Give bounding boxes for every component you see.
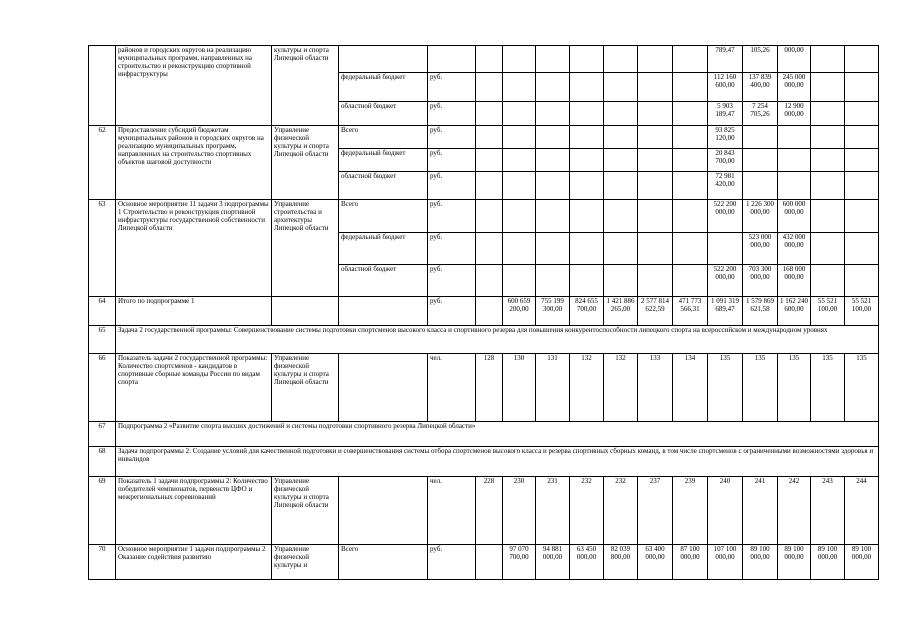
- value-cell: [778, 172, 811, 200]
- value-cell: 522 200 000,00: [708, 265, 743, 297]
- value-cell: [845, 102, 879, 126]
- value-cell: [476, 172, 503, 200]
- value-cell: 5 903 189,47: [708, 102, 743, 126]
- unit: [428, 46, 476, 73]
- row-number: 67: [89, 422, 116, 447]
- value-cell: [503, 126, 536, 149]
- value-cell: [503, 200, 536, 233]
- value-cell: [811, 73, 845, 102]
- value-cell: 131: [536, 354, 570, 422]
- funding-source: Всего: [339, 545, 428, 580]
- value-cell: 128: [476, 354, 503, 422]
- value-cell: [743, 172, 778, 200]
- value-cell: [570, 46, 604, 73]
- program-table: [88, 45, 879, 580]
- value-cell: [811, 149, 845, 172]
- cell: [339, 477, 428, 545]
- value-cell: 239: [673, 477, 708, 545]
- responsible-org: культуры и спорта Липецкой области: [272, 46, 339, 126]
- value-cell: 600 659 200,00: [503, 297, 536, 326]
- value-cell: 87 100 000,00: [673, 545, 708, 580]
- value-cell: [673, 46, 708, 73]
- value-cell: 432 000 000,00: [778, 233, 811, 265]
- value-cell: [536, 265, 570, 297]
- value-cell: 130: [503, 354, 536, 422]
- funding-source: областной бюджет: [339, 265, 428, 297]
- value-cell: 132: [604, 354, 638, 422]
- value-cell: 7 254 705,26: [743, 102, 778, 126]
- value-cell: [845, 265, 879, 297]
- funding-source: федеральный бюджет: [339, 73, 428, 102]
- value-cell: [845, 46, 879, 73]
- value-cell: [743, 149, 778, 172]
- value-cell: [503, 102, 536, 126]
- value-cell: [570, 233, 604, 265]
- value-cell: [638, 149, 673, 172]
- subprogram-text: Подпрограмма 2 «Развитие спорта высших достижений и системы подготовки спортивного резерва Липецкой области»: [116, 422, 879, 447]
- value-cell: [604, 172, 638, 200]
- table-row-subprogram: [89, 422, 879, 447]
- value-cell: 89 100 000,00: [778, 545, 811, 580]
- value-cell: [845, 73, 879, 102]
- unit: руб.: [428, 73, 476, 102]
- value-cell: 243: [811, 477, 845, 545]
- measure-name: Итого по подпрограмме 1: [116, 297, 272, 326]
- value-cell: 89 100 000,00: [743, 545, 778, 580]
- value-cell: [638, 233, 673, 265]
- cell: [272, 297, 339, 326]
- value-cell: 135: [811, 354, 845, 422]
- value-cell: [811, 265, 845, 297]
- value-cell: 1 579 869 621,58: [743, 297, 778, 326]
- value-cell: [536, 172, 570, 200]
- value-cell: [503, 265, 536, 297]
- value-cell: 1 091 319 689,47: [708, 297, 743, 326]
- value-cell: [811, 126, 845, 149]
- value-cell: [604, 265, 638, 297]
- value-cell: [778, 149, 811, 172]
- cell: [339, 297, 428, 326]
- value-cell: [536, 126, 570, 149]
- row-number: [89, 46, 116, 126]
- value-cell: 240: [708, 477, 743, 545]
- value-cell: 55 521 100,00: [845, 297, 879, 326]
- value-cell: [536, 102, 570, 126]
- value-cell: 97 070 700,00: [503, 545, 536, 580]
- value-cell: 471 773 566,31: [673, 297, 708, 326]
- measure-name: Показатель задачи 2 государственной программы: Количество спортсменов - кандидатов в спортивные сборные команды России по видам спорта: [116, 354, 272, 422]
- task-text: Задача 2 государственной программы: Совершенствование системы подготовки спортсменов высокого класса и спортивного резерва для повышения конкурентоспособности липецкого спорта на всероссийском и международном уровнях: [116, 326, 879, 354]
- unit: руб.: [428, 200, 476, 233]
- funding-source: Всего: [339, 200, 428, 233]
- value-cell: [536, 73, 570, 102]
- responsible-org: Управление строительства и архитектуры Липецкой области: [272, 200, 339, 297]
- funding-source: Всего: [339, 126, 428, 149]
- measure-name: Предоставление субсидий бюджетам муниципальных районов и городских округов на реализацию муниципальных программ, направленных на строительство спортивных объектов шаговой доступности: [116, 126, 272, 200]
- funding-source: федеральный бюджет: [339, 149, 428, 172]
- value-cell: 107 100 000,00: [708, 545, 743, 580]
- value-cell: [476, 265, 503, 297]
- measure-name: Основное мероприятие 1 задачи подпрограммы 2 Оказание содействия развитию: [116, 545, 272, 580]
- value-cell: 105,26: [743, 46, 778, 73]
- table-row: [89, 126, 879, 149]
- value-cell: [845, 233, 879, 265]
- measure-name: Основное мероприятие 11 задачи 3 подпрограммы 1 Строительство и реконструкция спортивной инфраструктуры государственной собственности Липецкой области: [116, 200, 272, 297]
- value-cell: 703 300 000,00: [743, 265, 778, 297]
- value-cell: 1 421 886 265,00: [604, 297, 638, 326]
- row-number: 66: [89, 354, 116, 422]
- value-cell: [536, 46, 570, 73]
- value-cell: 137 839 400,00: [743, 73, 778, 102]
- unit: руб.: [428, 265, 476, 297]
- value-cell: 72 981 420,00: [708, 172, 743, 200]
- value-cell: [673, 73, 708, 102]
- responsible-org: Управление физической культуры и спорта Липецкой области: [272, 126, 339, 200]
- value-cell: 231: [536, 477, 570, 545]
- value-cell: [476, 297, 503, 326]
- value-cell: [570, 126, 604, 149]
- value-cell: [536, 200, 570, 233]
- value-cell: 232: [604, 477, 638, 545]
- value-cell: [503, 149, 536, 172]
- value-cell: 241: [743, 477, 778, 545]
- value-cell: [536, 233, 570, 265]
- value-cell: 63 450 000,00: [570, 545, 604, 580]
- responsible-org: Управление физической культуры и спорта Липецкой области: [272, 477, 339, 545]
- unit: руб.: [428, 545, 476, 580]
- unit: чел.: [428, 354, 476, 422]
- value-cell: 228: [476, 477, 503, 545]
- value-cell: [570, 149, 604, 172]
- value-cell: [638, 265, 673, 297]
- task-text: Задача подпрограммы 2: Создание условий для качественной подготовки и совершенствования системы отбора спортсменов высокого класса и резерва спортивных сборных команд, в том числе спортсменов с ограниченными возможностями здоровья и инвалидов: [116, 447, 879, 477]
- value-cell: 82 039 800,00: [604, 545, 638, 580]
- value-cell: [778, 126, 811, 149]
- responsible-org: Управление физической культуры и спорта Липецкой области: [272, 354, 339, 422]
- value-cell: [476, 126, 503, 149]
- value-cell: [638, 102, 673, 126]
- value-cell: [604, 149, 638, 172]
- row-number: 64: [89, 297, 116, 326]
- value-cell: [811, 102, 845, 126]
- value-cell: [604, 233, 638, 265]
- value-cell: 824 655 700,00: [570, 297, 604, 326]
- value-cell: 135: [708, 354, 743, 422]
- value-cell: [570, 200, 604, 233]
- unit: руб.: [428, 233, 476, 265]
- value-cell: 523 000 000,00: [743, 233, 778, 265]
- value-cell: [673, 102, 708, 126]
- value-cell: 168 000 000,00: [778, 265, 811, 297]
- value-cell: [638, 172, 673, 200]
- responsible-org: Управление физической культуры и: [272, 545, 339, 580]
- funding-source: областной бюджет: [339, 172, 428, 200]
- value-cell: [503, 73, 536, 102]
- value-cell: [811, 172, 845, 200]
- value-cell: 135: [778, 354, 811, 422]
- table-row: [89, 545, 879, 580]
- unit: руб.: [428, 297, 476, 326]
- value-cell: [570, 265, 604, 297]
- value-cell: [638, 200, 673, 233]
- value-cell: 1 162 240 600,00: [778, 297, 811, 326]
- value-cell: [570, 102, 604, 126]
- value-cell: [673, 149, 708, 172]
- value-cell: 134: [673, 354, 708, 422]
- value-cell: [845, 149, 879, 172]
- table-row-task: [89, 326, 879, 354]
- value-cell: [476, 73, 503, 102]
- table-row: [89, 477, 879, 545]
- value-cell: 20 843 700,00: [708, 149, 743, 172]
- value-cell: [503, 233, 536, 265]
- value-cell: [673, 200, 708, 233]
- value-cell: 242: [778, 477, 811, 545]
- value-cell: [476, 46, 503, 73]
- cell: [339, 354, 428, 422]
- row-number: 63: [89, 200, 116, 297]
- row-number: 65: [89, 326, 116, 354]
- value-cell: [708, 233, 743, 265]
- value-cell: [536, 149, 570, 172]
- value-cell: 522 200 000,00: [708, 200, 743, 233]
- value-cell: [638, 73, 673, 102]
- value-cell: [743, 126, 778, 149]
- table-row: [89, 200, 879, 233]
- unit: руб.: [428, 172, 476, 200]
- value-cell: [570, 73, 604, 102]
- funding-source: областной бюджет: [339, 102, 428, 126]
- value-cell: 232: [570, 477, 604, 545]
- value-cell: 600 000 000,00: [778, 200, 811, 233]
- value-cell: [604, 46, 638, 73]
- value-cell: [811, 46, 845, 73]
- row-number: 62: [89, 126, 116, 200]
- value-cell: 63 400 000,00: [638, 545, 673, 580]
- value-cell: [845, 200, 879, 233]
- value-cell: 1 226 300 000,00: [743, 200, 778, 233]
- unit: руб.: [428, 102, 476, 126]
- value-cell: [570, 172, 604, 200]
- row-number: 68: [89, 447, 116, 477]
- row-number: 69: [89, 477, 116, 545]
- value-cell: 237: [638, 477, 673, 545]
- value-cell: 12 900 000,00: [778, 102, 811, 126]
- value-cell: [845, 172, 879, 200]
- unit: чел.: [428, 477, 476, 545]
- value-cell: [638, 46, 673, 73]
- value-cell: 135: [845, 354, 879, 422]
- value-cell: [673, 265, 708, 297]
- value-cell: [811, 233, 845, 265]
- value-cell: 55 521 100,00: [811, 297, 845, 326]
- value-cell: [604, 73, 638, 102]
- unit: руб.: [428, 149, 476, 172]
- value-cell: [604, 200, 638, 233]
- unit: руб.: [428, 126, 476, 149]
- row-number: 70: [89, 545, 116, 580]
- value-cell: [476, 102, 503, 126]
- value-cell: [811, 200, 845, 233]
- value-cell: 94 881 000,00: [536, 545, 570, 580]
- funding-source: федеральный бюджет: [339, 233, 428, 265]
- value-cell: 244: [845, 477, 879, 545]
- value-cell: 2 577 814 622,59: [638, 297, 673, 326]
- value-cell: 245 000 000,00: [778, 73, 811, 102]
- value-cell: 112 160 600,00: [708, 73, 743, 102]
- value-cell: [476, 200, 503, 233]
- value-cell: [476, 545, 503, 580]
- value-cell: 132: [570, 354, 604, 422]
- value-cell: 89 100 000,00: [811, 545, 845, 580]
- value-cell: 135: [743, 354, 778, 422]
- value-cell: [503, 46, 536, 73]
- value-cell: 000,00: [778, 46, 811, 73]
- value-cell: 93 825 120,00: [708, 126, 743, 149]
- measure-name: Показатель 1 задачи подпрограммы 2: Количество победителей чемпионатов, первенств ЦФО и межрегиональных соревнований: [116, 477, 272, 545]
- measure-name: районов и городских округов на реализацию муниципальных программ, направленных на строительство и реконструкцию спортивной инфраструктуры: [116, 46, 272, 126]
- value-cell: 230: [503, 477, 536, 545]
- table-row: [89, 354, 879, 422]
- value-cell: [845, 126, 879, 149]
- value-cell: 133: [638, 354, 673, 422]
- value-cell: [503, 172, 536, 200]
- value-cell: [673, 126, 708, 149]
- table-row-total: [89, 297, 879, 326]
- value-cell: [673, 233, 708, 265]
- value-cell: 755 199 300,00: [536, 297, 570, 326]
- table-row-task: [89, 447, 879, 477]
- table-row: [89, 46, 879, 73]
- value-cell: [638, 126, 673, 149]
- value-cell: 789,47: [708, 46, 743, 73]
- funding-source: [339, 46, 428, 73]
- value-cell: [476, 233, 503, 265]
- value-cell: 89 100 000,00: [845, 545, 879, 580]
- value-cell: [604, 126, 638, 149]
- value-cell: [476, 149, 503, 172]
- value-cell: [604, 102, 638, 126]
- value-cell: [673, 172, 708, 200]
